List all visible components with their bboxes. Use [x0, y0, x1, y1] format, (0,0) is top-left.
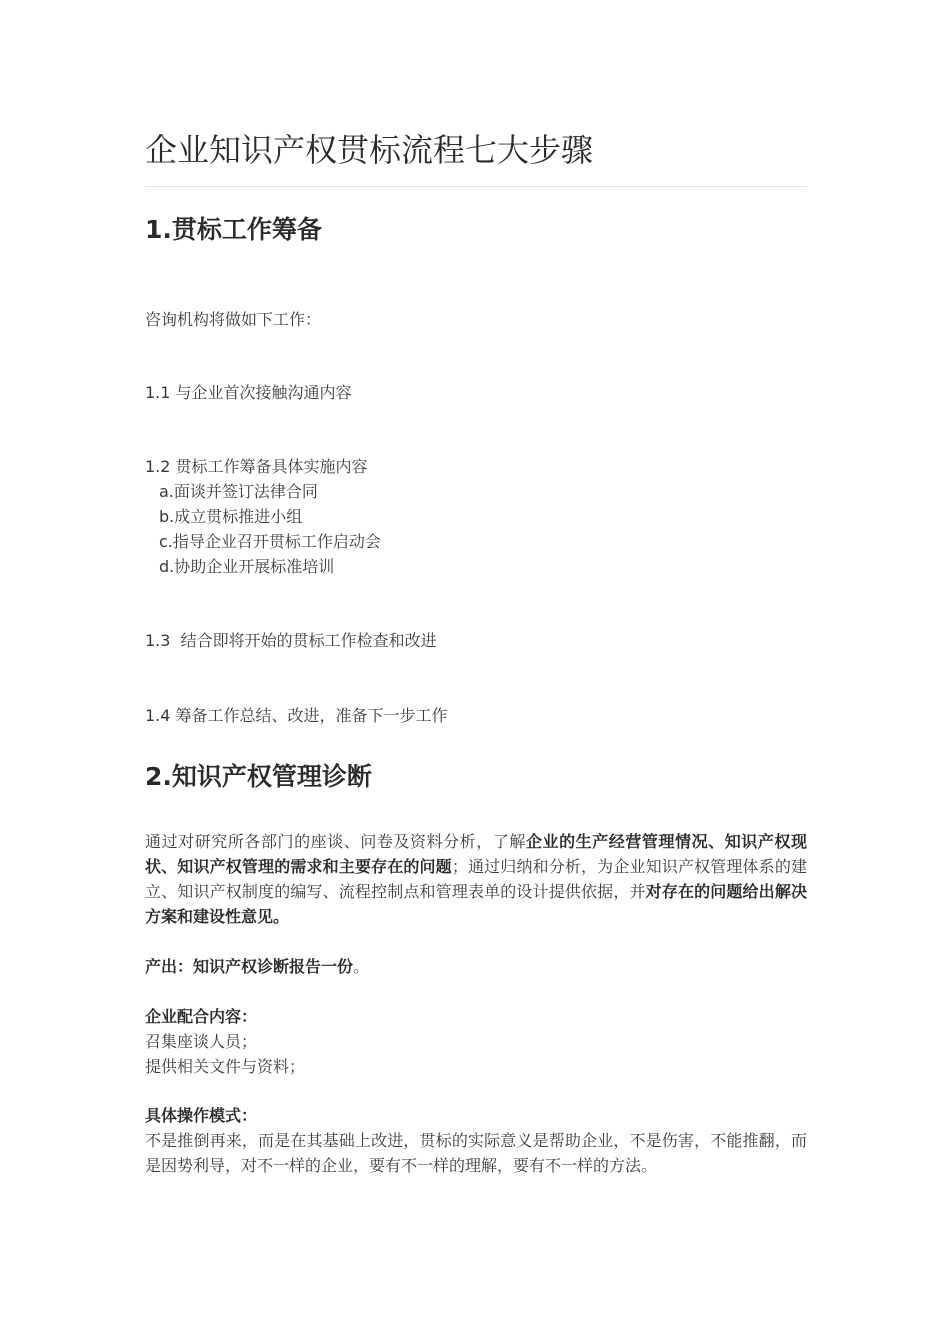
item-1-4-number: 1.4 [145, 706, 171, 725]
cooperation-label: 企业配合内容： [145, 1007, 258, 1026]
item-1-2 [145, 454, 368, 479]
item-1-1-text: 与企业首次接触沟通内容 [170, 383, 352, 402]
output-label: 产出：知识产权诊断报告一份 [145, 957, 354, 976]
subitem-c [159, 529, 381, 554]
subitem-a [159, 479, 318, 504]
mode-label: 具体操作模式： [145, 1106, 258, 1125]
item-1-4 [145, 703, 448, 728]
title-divider [145, 186, 807, 187]
subitem-c-marker: c. [159, 532, 173, 551]
subitem-b-marker: b. [159, 507, 175, 526]
item-1-3 [145, 628, 437, 653]
item-1-4-text: 筹备工作总结、改进，准备下一步工作 [170, 706, 448, 725]
paragraph-bold-1: 企业的生产经营管理情况、知识产权现状、知识产权管理的需求和主要存在的问题 [145, 832, 807, 876]
item-1-3-text: 结合即将开始的贯标工作检查和改进 [170, 631, 437, 650]
paragraph-text-2: ；通过归纳和分析，为企业知识产权管理体系的建立、知识产权制度的编写、流程控制点和管理表单的设计提供依据，并 [145, 857, 807, 901]
item-1-1 [145, 380, 352, 405]
item-1-2-number: 1.2 [145, 457, 171, 476]
output-suffix: 。 [353, 957, 370, 976]
document-title: 企业知识产权贯标流程七大步骤 [145, 131, 594, 169]
cooperation-line-2: 提供相关文件与资料； [145, 1057, 306, 1076]
subitem-a-marker: a. [159, 482, 174, 501]
paragraph-bold-2: 对存在的问题给出解决方案和建设性意见。 [145, 882, 807, 926]
section-2-heading: 2.知识产权管理诊断 [145, 762, 372, 791]
section-1-heading: 1.贯标工作筹备 [145, 215, 322, 244]
section-1-intro: 咨询机构将做如下工作： [145, 310, 322, 329]
paragraph-text-1: 通过对研究所各部门的座谈、问卷及资料分析，了解 [145, 832, 526, 851]
cooperation-line-1: 召集座谈人员； [145, 1032, 258, 1051]
subitem-a-text: 面谈并签订法律合同 [173, 482, 318, 501]
item-1-2-text: 贯标工作筹备具体实施内容 [170, 457, 368, 476]
section-2-paragraph [145, 829, 807, 929]
item-1-1-number: 1.1 [145, 383, 171, 402]
subitem-b [159, 504, 302, 529]
subitem-b-text: 成立贯标推进小组 [174, 507, 303, 526]
mode-text: 不是推倒再来，而是在其基础上改进，贯标的实际意义是帮助企业，不是伤害，不能推翻，而是因势利导，对不一样的企业，要有不一样的理解，要有不一样的方法。 [145, 1131, 807, 1175]
subitem-d [159, 554, 334, 579]
output-line [145, 954, 369, 979]
subitem-d-marker: d. [159, 557, 175, 576]
subitem-c-text: 指导企业召开贯标工作启动会 [172, 532, 381, 551]
subitem-d-text: 协助企业开展标准培训 [174, 557, 335, 576]
item-1-3-number: 1.3 [145, 631, 171, 650]
